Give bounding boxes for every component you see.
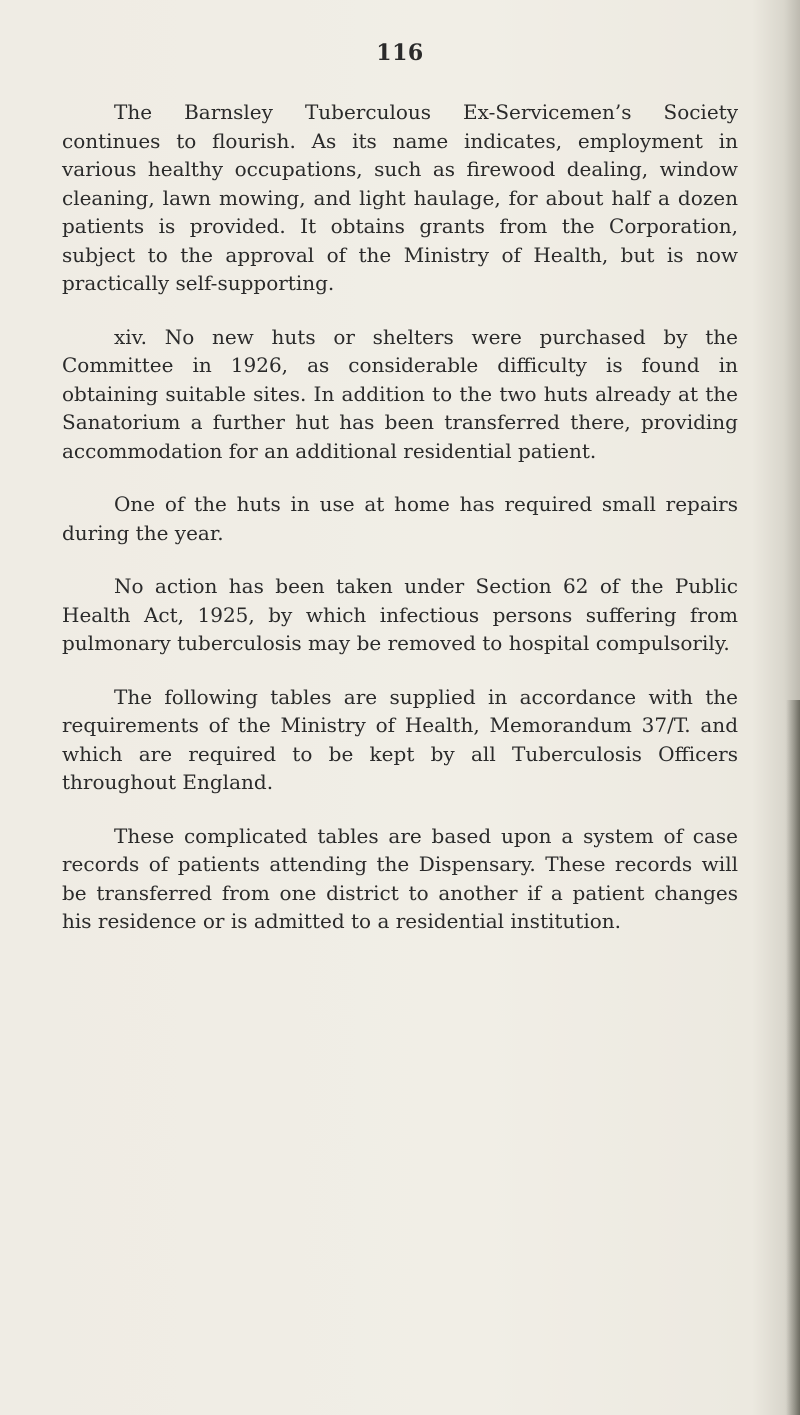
paragraph-tables-memorandum: The following tables are supplied in accordance with the requirements of the Ministry of Health, Memorandum 37/T. and which are required to be kept by all Tuberculosis Officers throughout England. [62, 684, 738, 794]
paragraph-huts-shelters: xiv. No new huts or shelters were purchased by the Committee in 1926, as considerable difficulty is found in obtaining suitable sites. In addition to the two huts already at the Sanatorium a further hut has been transferred there, providing accommodation for an additional residential patient. [62, 324, 738, 463]
page-edge-shadow [786, 700, 800, 1415]
page-number: 116 [376, 40, 424, 66]
paragraph-case-records: These complicated tables are based upon a system of case records of patients attending the Dispensary. These records will be transferred from one district to another if a patient changes his residence or is admitted to a residential institution. [62, 823, 738, 933]
paragraph-section-62: No action has been taken under Section 62 of the Public Health Act, 1925, by which infectious persons suffering from pulmonary tuberculosis may be removed to hospital compulsorily. [62, 574, 738, 655]
body-text [62, 98, 738, 961]
paragraph-society: The Barnsley Tuberculous Ex-Servicemen’s Society continues to flourish. As its name indicates, employment in various healthy occupations, such as firewood dealing, window cleaning, lawn mowing, and light haulage, for about half a dozen patients is provided. It obtains grants from the Corporation, subject to the approval of the Ministry of Health, but is now practically self-supporting. [62, 100, 738, 295]
paragraph-hut-repairs: One of the huts in use at home has required small repairs during the year. [62, 492, 738, 545]
